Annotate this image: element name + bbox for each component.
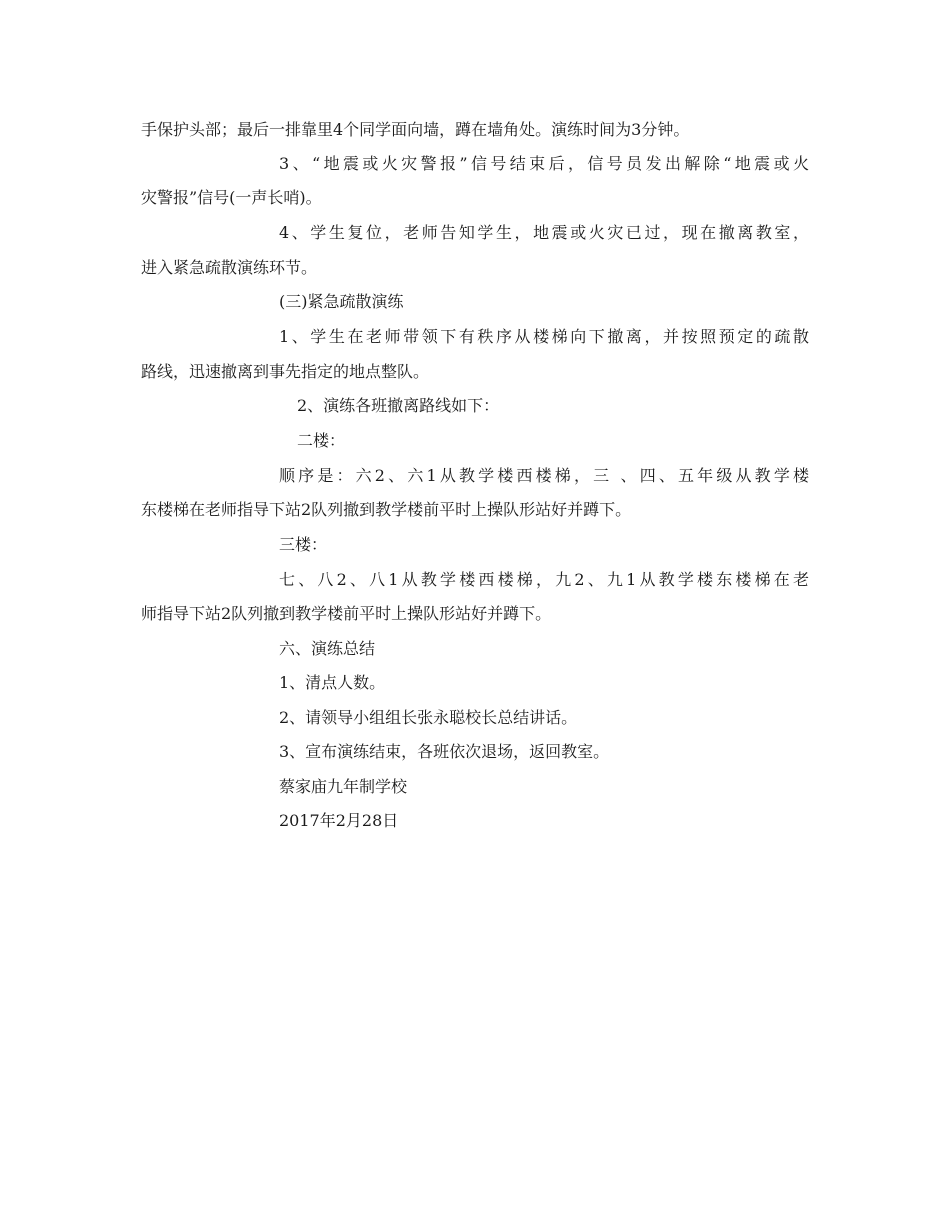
section-heading: (三)紧急疏散演练 <box>279 292 404 311</box>
paragraph-line: 4、学生复位，老师告知学生，地震或火灾已过，现在撤离教室， <box>279 223 809 242</box>
paragraph-line: 师指导下站2队列撤到教学楼前平时上操队形站好并蹲下。 <box>141 604 552 623</box>
paragraph-line: 1、学生在老师带领下有秩序从楼梯向下撤离，并按照预定的疏散 <box>279 327 809 346</box>
paragraph-line: 路线，迅速撤离到事先指定的地点整队。 <box>141 362 430 381</box>
paragraph-line: 3、宣布演练结束，各班依次退场，返回教室。 <box>279 742 610 761</box>
subheading: 二楼： <box>297 431 346 450</box>
subheading: 三楼： <box>279 535 328 554</box>
paragraph-line: 东楼梯在老师指导下站2队列撤到教学楼前平时上操队形站好并蹲下。 <box>141 500 632 519</box>
paragraph-line: 七、八2、八1从教学楼西楼梯，九2、九1从教学楼东楼梯在老 <box>279 570 809 589</box>
signature-organization: 蔡家庙九年制学校 <box>279 777 408 796</box>
paragraph-line: 2、演练各班撤离路线如下： <box>297 396 500 415</box>
paragraph-line: 灾警报”信号(一声长哨)。 <box>141 188 322 207</box>
paragraph-line: 2、请领导小组组长张永聪校长总结讲话。 <box>279 708 578 727</box>
paragraph-line: 进入紧急疏散演练环节。 <box>141 258 318 277</box>
paragraph-line: 3、“地震或火灾警报”信号结束后，信号员发出解除“地震或火 <box>279 154 809 173</box>
paragraph-line: 顺序是：六2、六1从教学楼西楼梯，三 、四、五年级从教学楼 <box>279 466 809 485</box>
section-heading: 六、演练总结 <box>279 639 376 658</box>
paragraph-line: 1、清点人数。 <box>279 673 386 692</box>
signature-date: 2017年2月28日 <box>279 811 399 830</box>
paragraph-line: 手保护头部；最后一排靠里4个同学面向墙，蹲在墙角处。演练时间为3分钟。 <box>141 120 690 139</box>
